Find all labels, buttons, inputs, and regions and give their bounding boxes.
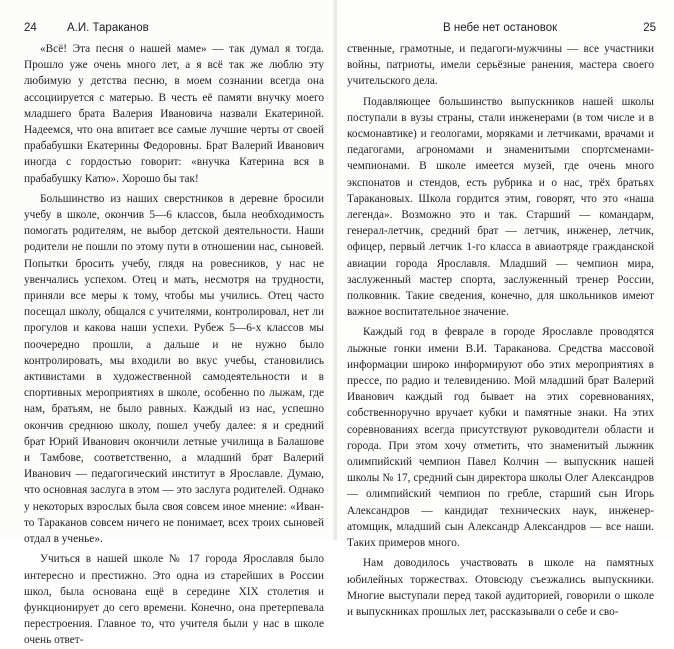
page-number: 25	[643, 22, 656, 34]
running-head-author: А.И. Тараканов	[67, 22, 149, 34]
running-head-title: В небе нет остановок	[443, 22, 558, 34]
paragraph: Учиться в нашей школе № 17 города Ярославля было интересно и престижно. Это одна из старейших в России школ, была основана ещё в середине XIX столетия и функционирует до сего времени. Конечно, она претерпевала перестроения. Главное то, что учителя были у нас в школе очень ответ-	[24, 553, 324, 647]
paragraph: Большинство из наших сверстников в деревне бросили учебу в школе, окончив 5—6 классов, была необходимость помогать родителям, не выбор детской деятельности. Наши родители не пошли по этому пути в отношении нас, сыновей. Попытки бросить учебу, глядя на ровесников, у нас не увенчались успехом. Отец и мать, несмотря на трудности, приняли все меры к тому, чтобы мы учились. Отец часто посещал школу, общался с учителями, контролировал, нет ли прогулов и какова наши успехи. Рубеж 5—6-х классов мы поочередно прошли, а дальше и не нужно было контролировать, мы входили во вкус учебы, становились активистами в художественной самодеятельности и в спортивных мероприятиях в школе, особенно по лыжам, где нам, братьям, не было равных. Каждый из нас, успешно окончив среднюю школу, пошел учебу далее: я и средний брат Юрий Иванович окончили летные училища в Балашове и Тамбове, соответственно, а младший брат Валерий Иванович — педагогический институт в Ярославле. Думаю, что основная заслуга в этом — это заслуга родителей. Однако у некоторых взрослых была своя совсем иное мнение: «Иван-то Тараканов совсем ничего не понимает, всех троих сыновей отдал в ученье».	[24, 192, 324, 546]
right-page	[337, 0, 674, 618]
page-number: 24	[24, 22, 37, 34]
paragraph: Нам доводилось участвовать в школе на памятных юбилейных торжествах. Отовсюду съезжались выпускники. Многие выступали перед такой аудиторией, говорили о школе и выпускниках прошлых лет, рассказывали о себе и сво-	[347, 557, 654, 618]
paragraph: Подавляющее большинство выпускников нашей школы поступали в вузы страны, стали инженерами (в том числе и в космонавтике) и геологами, моряками и летчиками, врачами и педагогами, агрономами и знаменитыми спортсменами-чемпионами. В школе имеется музей, где очень много экспонатов и стендов, есть рубрика и о нас, трёх братьях Таракановых. Школа гордится этим, говорят, что это «наша легенда». Возможно это и так. Старший — командарм, генерал-летчик, средний брат — летчик, инженер, летчик, офицер, первый летчик 1-го класса в авиаотряде гражданской авиации города Ярославля. Младший — чемпион мира, заслуженный мастер спорта, заслуженный тренер России, полковник. Такие сведения, конечно, для школьников имеют важное воспитательное значение.	[347, 95, 654, 319]
paragraph: Каждый год в феврале в городе Ярославле проводятся лыжные гонки имени В.И. Тараканова. Средства массовой информации широко информируют обо этих мероприятиях в прессе, по радио и телевидению. Мой младший брат Валерий Иванович каждый год бывает на этих соревнованиях, собственноручно вручает кубки и памятные знаки. На этих соревнованиях всегда присутствуют руководители области и города. При этом хочу отметить, что знаменитый лыжник олимпийский чемпион Павел Колчин — выпускник нашей школы № 17, средний сын директора школы Олег Александров — олимпийский чемпион по гребле, старший сын Игорь Александров — кандидат технических наук, инженер-атомщик, младший сын Александр Александров — все наши. Таких примеров много.	[347, 326, 654, 550]
left-page	[0, 0, 336, 647]
paragraph: ственные, грамотные, и педагоги-мужчины — все участники войны, патриоты, имели серьёзные ранения, мастера своего учительского дела.	[347, 43, 654, 88]
left-page-body	[24, 41, 324, 649]
right-page-body	[347, 41, 654, 620]
paragraph: «Всё! Эта песня о нашей маме» — так думал я тогда. Прошло уже очень много лет, а я всё так же люблю эту любимую у детства песню, в моем сознании всегда она ассоциируется с матерью. В честь её памяти внучку моего младшего брата Валерия Ивановича назвали Екатериной. Надеемся, что она впитает все самые лучшие черты от своей прабабушки Екатерины Федоровны. Брат Валерий Иванович иногда с гордостью говорит: «внучка Катерина вся в прабабушку Катю». Хорошо бы так!	[24, 43, 324, 185]
